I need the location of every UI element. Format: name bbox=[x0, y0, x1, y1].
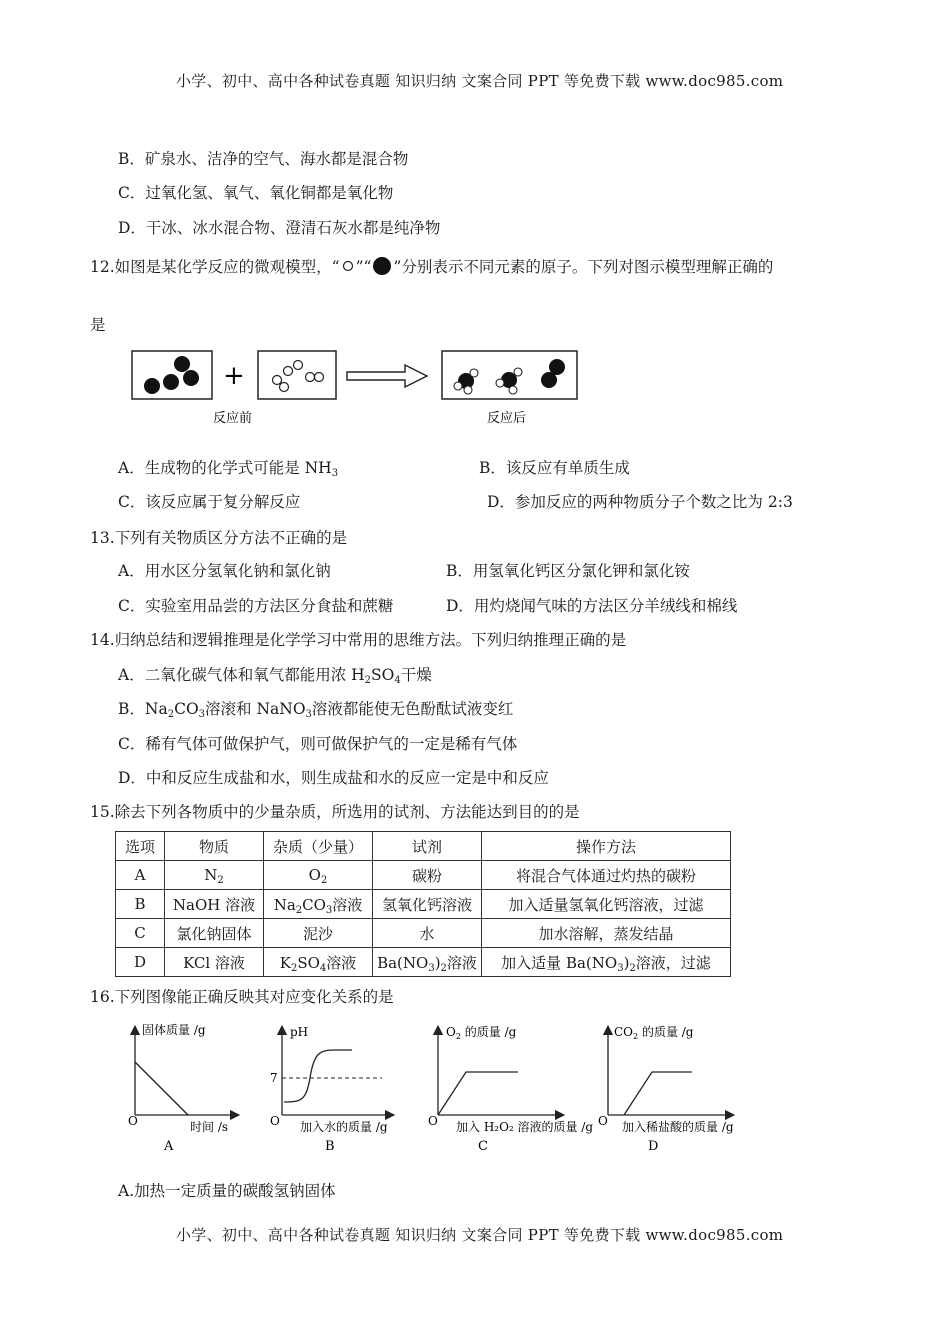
q14-b-s1: 2 bbox=[167, 709, 175, 720]
cell-text: CO bbox=[302, 895, 326, 914]
cell-method: 加水溶解，蒸发结晶 bbox=[482, 919, 731, 948]
cell-text: 加入适量 Ba(NO bbox=[501, 953, 618, 972]
graph-a-origin: O bbox=[128, 1114, 138, 1128]
cell-option: B bbox=[116, 890, 165, 919]
cell-substance: NaOH 溶液 bbox=[165, 890, 264, 919]
cell-impurity bbox=[264, 948, 373, 977]
q14-b-t1: B．Na bbox=[118, 700, 168, 718]
cell-method bbox=[482, 948, 731, 977]
th-impurity: 杂质（少量） bbox=[264, 832, 373, 861]
cell-text: K bbox=[279, 953, 291, 972]
cell-text: O bbox=[308, 866, 321, 884]
cell-impurity bbox=[264, 890, 373, 919]
cell-text: N bbox=[204, 866, 218, 884]
graph-b-origin: O bbox=[270, 1114, 280, 1128]
cell-text: Ba(NO bbox=[377, 953, 429, 972]
q12-option-c: C．该反应属于复分解反应 bbox=[118, 493, 301, 511]
reaction-arrow bbox=[347, 365, 427, 387]
page-header: 小学、初中、高中各种试卷真题 知识归纳 文案合同 PPT 等免费下载 www.doc985.com bbox=[176, 72, 784, 90]
cell-reagent: 氢氧化钙溶液 bbox=[373, 890, 482, 919]
graph-c-xlabel: 加入 H₂O₂ 溶液的质量 /g bbox=[456, 1120, 594, 1134]
before-box-1 bbox=[132, 351, 212, 399]
cell-sub: 2 bbox=[629, 962, 636, 974]
q12-stem bbox=[90, 255, 773, 277]
cell-impurity: 泥沙 bbox=[264, 919, 373, 948]
q13-option-b: B．用氢氧化钙区分氯化钾和氯化铵 bbox=[446, 562, 690, 580]
cell-method: 加入适量氢氧化钙溶液，过滤 bbox=[482, 890, 731, 919]
page-footer: 小学、初中、高中各种试卷真题 知识归纳 文案合同 PPT 等免费下载 www.doc985.com bbox=[176, 1226, 784, 1244]
q13-option-a: A．用水区分氢氧化钠和氯化钠 bbox=[118, 562, 331, 580]
th-option: 选项 bbox=[116, 832, 165, 861]
cell-text: ) bbox=[623, 953, 630, 972]
graph-b bbox=[270, 1025, 390, 1154]
graph-a bbox=[128, 1022, 235, 1154]
table-row bbox=[116, 948, 731, 977]
cell-text: ) bbox=[434, 953, 441, 972]
label-before: 反应前 bbox=[213, 411, 253, 426]
q14-b-t3: 溶滚和 NaNO bbox=[205, 700, 306, 718]
cell-sub: 2 bbox=[295, 904, 303, 916]
q14-option-c: C．稀有气体可做保护气，则可做保护气的一定是稀有气体 bbox=[118, 735, 518, 753]
cell-substance: 氯化钠固体 bbox=[165, 919, 264, 948]
cell-option: A bbox=[116, 861, 165, 890]
graph-d-xlabel: 加入稀盐酸的质量 /g bbox=[622, 1120, 734, 1134]
q16-option-a: A.加热一定质量的碳酸氢钠固体 bbox=[118, 1182, 336, 1200]
table-row bbox=[116, 861, 731, 890]
q12-stem-continued: 是 bbox=[90, 316, 106, 334]
cell-sub: 3 bbox=[617, 962, 624, 974]
graph-a-xlabel: 时间 /s bbox=[190, 1120, 229, 1134]
q14-b-t4: 溶液都能使无色酚酞试液变红 bbox=[311, 700, 514, 718]
cell-reagent: 碳粉 bbox=[373, 861, 482, 890]
q16-graphs bbox=[120, 1020, 760, 1160]
graph-c-ylabel: $O_2$ 的质量 /g bbox=[446, 1025, 517, 1041]
graph-a-ylabel: 固体质量 /g bbox=[142, 1023, 206, 1037]
graph-c-origin: O bbox=[428, 1114, 438, 1128]
black-atom-icon bbox=[371, 255, 393, 277]
graph-d-ylabel: $CO_2$ 的质量 /g bbox=[614, 1025, 694, 1041]
q15-stem: 15.除去下列各物质中的少量杂质，所选用的试剂、方法能达到目的的是 bbox=[90, 803, 580, 821]
graph-b-ylabel: pH bbox=[290, 1025, 309, 1039]
cell-sub: 2 bbox=[217, 875, 224, 886]
q11-option-b: B．矿泉水、洁净的空气、海水都是混合物 bbox=[118, 150, 409, 168]
graph-c bbox=[428, 1024, 593, 1154]
q16-stem: 16.下列图像能正确反映其对应变化关系的是 bbox=[90, 988, 394, 1006]
q12-stem-part1: 12.如图是某化学反应的微观模型，“ bbox=[90, 258, 340, 276]
cell-sub: 2 bbox=[440, 962, 447, 974]
q14-b-s2: 3 bbox=[198, 709, 206, 720]
th-reagent: 试剂 bbox=[373, 832, 482, 861]
cell-sub: 3 bbox=[428, 962, 435, 974]
table-row bbox=[116, 919, 731, 948]
q13-option-c: C．实验室用品尝的方法区分食盐和蔗糖 bbox=[118, 597, 394, 615]
cell-substance bbox=[165, 861, 264, 890]
cell-substance: KCl 溶液 bbox=[165, 948, 264, 977]
q14-a-s2: 4 bbox=[394, 675, 401, 686]
graph-c-curve bbox=[438, 1072, 518, 1115]
cell-option: D bbox=[116, 948, 165, 977]
cell-text: 溶液，过滤 bbox=[635, 953, 711, 972]
plus-sign: + bbox=[223, 361, 245, 391]
q12-stem-part2: ”“ bbox=[355, 258, 372, 276]
graph-d bbox=[598, 1024, 734, 1154]
graph-b-tag: B bbox=[325, 1139, 335, 1154]
graph-b-mark: 7 bbox=[270, 1071, 278, 1085]
q14-b-t2: CO bbox=[174, 700, 199, 718]
q12-option-a-text: A．生成物的化学式可能是 NH bbox=[118, 459, 332, 477]
q12-option-d: D．参加反应的两种物质分子个数之比为 2:3 bbox=[487, 493, 793, 511]
th-method: 操作方法 bbox=[482, 832, 731, 861]
q13-stem: 13.下列有关物质区分方法不正确的是 bbox=[90, 529, 348, 547]
q14-a-t3: 干燥 bbox=[400, 666, 432, 684]
before-box-2 bbox=[258, 351, 336, 399]
q12-option-a-sub: 3 bbox=[331, 468, 339, 479]
q14-option-d: D．中和反应生成盐和水，则生成盐和水的反应一定是中和反应 bbox=[118, 769, 549, 787]
cell-option: C bbox=[116, 919, 165, 948]
cell-text: 溶液 bbox=[446, 953, 477, 972]
q15-table bbox=[115, 831, 731, 977]
graph-a-curve bbox=[135, 1062, 188, 1115]
q13-option-d: D．用灼烧闻气味的方法区分羊绒线和棉线 bbox=[446, 597, 738, 615]
cell-text: 溶液 bbox=[332, 895, 363, 914]
q14-b-s3: 3 bbox=[305, 709, 312, 720]
table-header-row bbox=[116, 832, 731, 861]
q14-a-t2: SO bbox=[371, 666, 395, 684]
graph-d-tag: D bbox=[648, 1139, 659, 1154]
cell-text: Na bbox=[273, 895, 296, 914]
cell-sub: 2 bbox=[320, 875, 328, 886]
q11-option-d: D．干冰、冰水混合物、澄清石灰水都是纯净物 bbox=[118, 219, 441, 237]
graph-c-tag: C bbox=[478, 1139, 488, 1154]
cell-text: 溶液 bbox=[326, 953, 357, 972]
graph-d-origin: O bbox=[598, 1114, 608, 1128]
q14-a-s1: 2 bbox=[364, 675, 372, 686]
cell-text: SO bbox=[297, 953, 320, 972]
graph-b-curve bbox=[284, 1050, 352, 1102]
after-box bbox=[442, 351, 577, 399]
graph-a-tag: A bbox=[164, 1139, 174, 1154]
q14-option-a bbox=[118, 663, 432, 685]
q14-option-b bbox=[118, 697, 513, 719]
q12-stem-part3: ”分别表示不同元素的原子。下列对图示模型理解正确的 bbox=[393, 258, 774, 276]
q14-a-t1: A．二氧化碳气体和氧气都能用浓 H bbox=[118, 666, 365, 684]
cell-sub: 4 bbox=[319, 962, 327, 974]
cell-method: 将混合气体通过灼热的碳粉 bbox=[482, 861, 731, 890]
cell-reagent: 水 bbox=[373, 919, 482, 948]
label-after: 反应后 bbox=[487, 411, 527, 426]
q11-option-c: C．过氧化氢、氧气、氧化铜都是氧化物 bbox=[118, 184, 394, 202]
q14-stem: 14.归纳总结和逻辑推理是化学学习中常用的思维方法。下列归纳推理正确的是 bbox=[90, 631, 627, 649]
table-row bbox=[116, 890, 731, 919]
q12-option-a bbox=[118, 456, 338, 478]
q12-option-b: B．该反应有单质生成 bbox=[479, 459, 630, 477]
white-atom-icon bbox=[340, 259, 356, 273]
graph-b-xlabel: 加入水的质量 /g bbox=[300, 1120, 388, 1134]
cell-impurity bbox=[264, 861, 373, 890]
reaction-diagram bbox=[125, 345, 585, 430]
cell-sub: 3 bbox=[325, 904, 333, 916]
th-substance: 物质 bbox=[165, 832, 264, 861]
cell-reagent bbox=[373, 948, 482, 977]
graph-d-curve bbox=[624, 1072, 692, 1115]
cell-sub: 2 bbox=[290, 962, 298, 974]
